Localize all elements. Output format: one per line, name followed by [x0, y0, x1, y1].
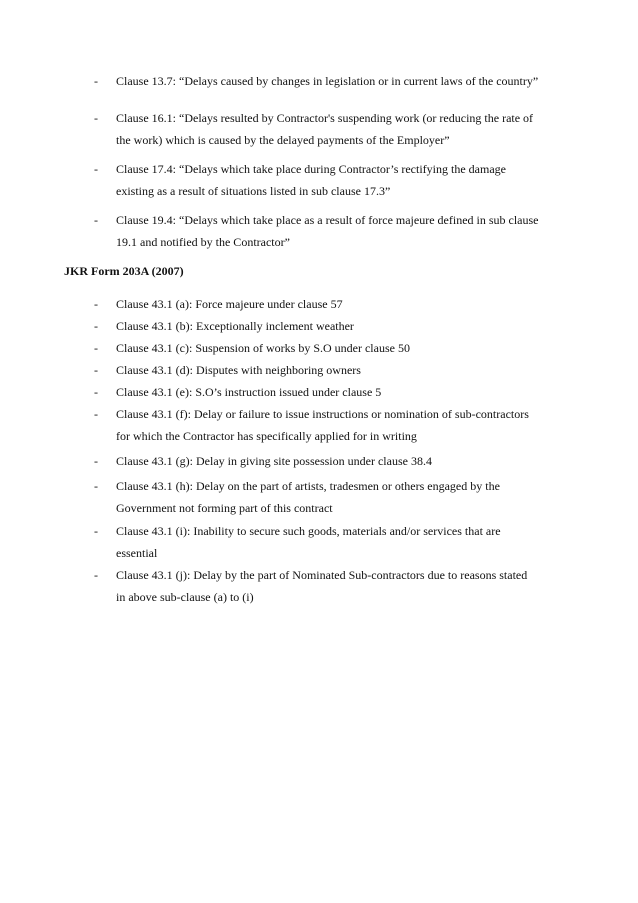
clause-text-line: Clause 43.1 (b): Exceptionally inclement weather [116, 319, 354, 333]
clause-text-line: Clause 16.1: “Delays resulted by Contractor's suspending work (or reducing the rate of [116, 111, 534, 125]
clause-text-line: Clause 43.1 (a): Force majeure under clause 57 [116, 297, 343, 311]
clause-text-line: Clause 17.4: “Delays which take place during Contractor’s rectifying the damage [116, 162, 506, 176]
list-item-clause-43-1-b [94, 315, 564, 337]
clause-text-line: Clause 43.1 (j): Delay by the part of Nominated Sub-contractors due to reasons stated [116, 568, 528, 582]
list-dash: - [94, 568, 98, 582]
list-dash: - [94, 454, 98, 468]
clause-text-line: Clause 43.1 (d): Disputes with neighboring owners [116, 363, 361, 377]
clause-text-line: Clause 43.1 (g): Delay in giving site possession under clause 38.4 [116, 454, 432, 468]
clause-text-line: Clause 13.7: “Delays caused by changes in legislation or in current laws of the country” [116, 74, 539, 88]
list-item-clause-43-1-c [94, 337, 564, 359]
clause-text-line: 19.1 and notified by the Contractor” [116, 235, 290, 249]
clause-text-line: essential [116, 546, 158, 560]
clause-text-line: the work) which is caused by the delayed payments of the Employer” [116, 133, 450, 147]
clause-text-line: Clause 43.1 (e): S.O’s instruction issued under clause 5 [116, 385, 382, 399]
list-dash: - [94, 319, 98, 333]
list-item-clause-13-7 [94, 70, 564, 92]
list-dash: - [94, 162, 98, 176]
list-item-clause-43-1-h [94, 475, 564, 519]
clause-text-line: Clause 43.1 (i): Inability to secure such goods, materials and/or services that are [116, 524, 501, 538]
clause-text-line: in above sub-clause (a) to (i) [116, 590, 254, 604]
list-item-clause-17-4 [94, 158, 564, 202]
list-item-clause-43-1-a [94, 293, 564, 315]
list-dash: - [94, 479, 98, 493]
list-dash: - [94, 74, 98, 88]
clause-text-line: Clause 43.1 (c): Suspension of works by S.O under clause 50 [116, 341, 410, 355]
clause-text-line: for which the Contractor has specifically applied for in writing [116, 429, 417, 443]
list-dash: - [94, 111, 98, 125]
list-dash: - [94, 524, 98, 538]
clause-text-line: existing as a result of situations listed in sub clause 17.3” [116, 184, 391, 198]
list-item-clause-43-1-i [94, 520, 564, 564]
list-item-clause-43-1-g [94, 450, 564, 472]
list-item-clause-19-4 [94, 209, 564, 253]
list-item-clause-43-1-e [94, 381, 564, 403]
list-dash: - [94, 213, 98, 227]
section-heading: JKR Form 203A (2007) [64, 264, 184, 278]
clause-text-line: Clause 19.4: “Delays which take place as a result of force majeure defined in sub clause [116, 213, 539, 227]
list-item-clause-43-1-j [94, 564, 564, 608]
list-dash: - [94, 363, 98, 377]
list-item-clause-16-1 [94, 107, 564, 151]
clause-text-line: Clause 43.1 (h): Delay on the part of artists, tradesmen or others engaged by the [116, 479, 500, 493]
list-dash: - [94, 385, 98, 399]
list-dash: - [94, 297, 98, 311]
list-item-clause-43-1-d [94, 359, 564, 381]
clause-text-line: Clause 43.1 (f): Delay or failure to issue instructions or nomination of sub-contractors [116, 407, 529, 421]
list-dash: - [94, 407, 98, 421]
clause-text-line: Government not forming part of this contract [116, 501, 333, 515]
list-dash: - [94, 341, 98, 355]
list-item-clause-43-1-f [94, 403, 564, 447]
